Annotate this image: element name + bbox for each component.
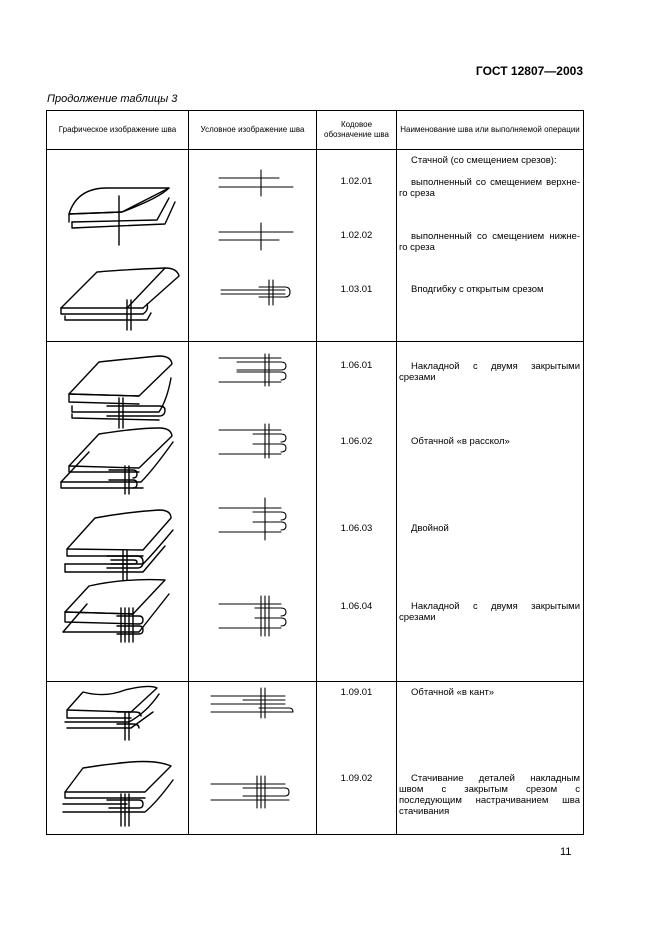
table-header-row [47,111,584,150]
seam-drawing-1-02 [69,188,175,245]
seam-code: 1.09.01 [340,687,373,698]
seam-group-heading: Стачной (со смещением срезов): [411,155,557,166]
seam-symbols-group-3 [189,682,317,835]
seam-code: 1.06.01 [340,360,373,371]
seam-symbol-1-09-02 [211,776,289,808]
seam-drawing-1-03 [61,268,179,330]
seam-name: выполненный со смещением верхне-го среза [399,177,580,199]
seam-drawing-1-09-01 [65,686,159,740]
symbol-cell-group-1 [189,150,317,342]
seam-name: Накладной с двумя закрытыми срезами [399,361,580,383]
seam-drawing-1-06-01 [69,356,172,428]
seam-code: 1.02.01 [340,176,373,187]
seam-code: 1.06.04 [340,601,373,612]
seam-name: Вподгибку с открытым срезом [411,284,544,295]
col-header-name: Наименование шва или выполняемой операции [397,111,584,150]
table-row-group-1 [47,150,584,342]
name-cell-group-1 [397,150,584,342]
symbol-cell-group-2 [189,342,317,682]
seam-table [46,110,584,835]
col-header-symbol: Условное изображение шва [189,111,317,150]
table-row-group-3 [47,682,584,835]
seam-symbol-1-02-01 [219,170,293,196]
seam-symbol-1-06-04 [219,596,286,636]
seam-code: 1.09.02 [340,773,373,784]
symbol-cell-group-3 [189,682,317,835]
seam-symbol-1-09-01 [211,688,293,718]
col-header-code: Кодовое обозначение шва [317,111,397,150]
graphic-cell-group-3 [47,682,189,835]
seam-name: Стачивание деталей накладным швом с закрытым срезом с последующим настрачиванием шва стачивания [399,773,580,817]
seam-symbol-1-02-02 [219,223,293,250]
seam-symbols-group-1 [189,150,317,342]
seam-drawing-1-06-04 [63,580,169,642]
seam-symbols-group-2 [189,342,317,682]
seam-symbol-1-06-02 [219,424,286,458]
seam-code: 1.06.03 [340,523,373,534]
seam-drawings-group-2 [47,342,189,682]
standard-number: ГОСТ 12807—2003 [475,64,583,78]
table-continuation-label: Продолжение таблицы 3 [47,93,178,105]
col-header-graphic: Графическое изображение шва [47,111,189,150]
seam-symbol-1-06-01 [219,354,286,386]
code-cell-group-1 [317,150,397,342]
code-cell-group-3 [317,682,397,835]
seam-symbol-1-06-03 [219,498,286,540]
seam-name: Двойной [411,523,449,534]
graphic-cell-group-2 [47,342,189,682]
seam-drawing-1-06-02 [61,428,173,494]
graphic-cell-group-1 [47,150,189,342]
seam-name: выполненный со смещением нижне-го среза [399,231,580,253]
code-cell-group-2 [317,342,397,682]
seam-code: 1.06.02 [340,436,373,447]
seam-code: 1.02.02 [340,230,373,241]
seam-drawings-group-1 [47,150,189,342]
seam-drawings-group-3 [47,682,189,835]
seam-code: 1.03.01 [340,284,373,295]
seam-name: Обтачной «в кант» [411,687,495,698]
name-cell-group-2 [397,342,584,682]
seam-name: Обтачной «в расскол» [411,436,510,447]
seam-name: Накладной с двумя закрытыми срезами [399,601,580,623]
seam-drawing-1-06-03 [65,510,173,580]
table-row-group-2 [47,342,584,682]
page-number: 11 [560,846,572,858]
name-cell-group-3 [397,682,584,835]
seam-symbol-1-03-01 [221,280,290,305]
seam-drawing-1-09-02 [63,762,173,827]
